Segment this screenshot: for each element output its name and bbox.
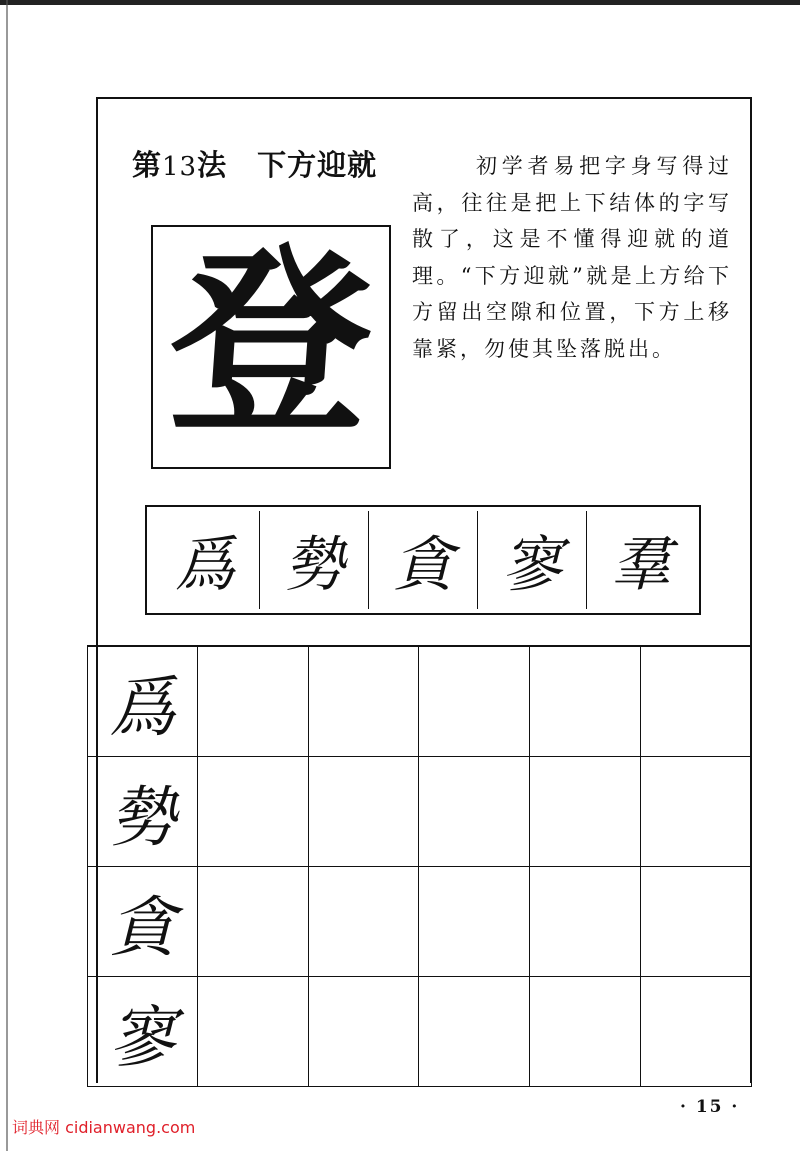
practice-blank-cell[interactable]: [198, 647, 309, 756]
practice-blank-cell[interactable]: [198, 757, 309, 866]
main-character-box: [151, 225, 391, 469]
practice-model-cell: [87, 977, 198, 1086]
practice-blank-cell[interactable]: [419, 867, 530, 976]
example-character: 寥: [478, 511, 587, 609]
practice-model-character: 貪: [109, 889, 176, 966]
practice-blank-cell[interactable]: [641, 757, 752, 866]
lesson-heading: [132, 143, 377, 184]
practice-model-character: 勢: [109, 779, 176, 856]
practice-blank-cell[interactable]: [530, 647, 641, 756]
practice-model-cell: [87, 757, 198, 866]
practice-blank-cell[interactable]: [419, 757, 530, 866]
practice-blank-cell[interactable]: [309, 977, 420, 1086]
practice-blank-cell[interactable]: [641, 647, 752, 756]
practice-blank-cell[interactable]: [309, 757, 420, 866]
practice-row: [87, 867, 752, 977]
practice-model-character: 寥: [109, 999, 176, 1076]
lesson-prefix: 第: [132, 148, 163, 182]
practice-blank-cell[interactable]: [641, 867, 752, 976]
example-characters: [145, 505, 701, 615]
lesson-title: 下方迎就: [257, 148, 378, 182]
practice-blank-cell[interactable]: [309, 867, 420, 976]
practice-row: [87, 977, 752, 1087]
practice-blank-cell[interactable]: [198, 977, 309, 1086]
main-character: 登: [162, 226, 380, 461]
practice-blank-cell[interactable]: [530, 867, 641, 976]
lesson-number: 13: [162, 152, 198, 182]
practice-blank-cell[interactable]: [419, 977, 530, 1086]
practice-model-cell: [87, 867, 198, 976]
practice-blank-cell[interactable]: [641, 977, 752, 1086]
lesson-description: 初学者易把字身写得过高，往往是把上下结体的字写散了，这是不懂得迎就的道理。“下方迎就”就是上方给下方留出空隙和位置，下方上移靠紧，勿使其坠落脱出。: [412, 154, 732, 361]
practice-grid: [87, 645, 752, 1085]
example-character: 勢: [260, 511, 369, 609]
example-character: 貪: [369, 511, 478, 609]
practice-blank-cell[interactable]: [530, 757, 641, 866]
practice-model-cell: [87, 647, 198, 756]
practice-blank-cell[interactable]: [198, 867, 309, 976]
practice-model-character: 爲: [109, 669, 176, 746]
page-top-edge: [0, 0, 800, 5]
site-watermark[interactable]: 词典网 cidianwang.com: [12, 1118, 196, 1137]
example-character: 羣: [611, 530, 671, 600]
practice-row: [87, 647, 752, 757]
lesson-suffix: 法: [197, 148, 228, 182]
practice-blank-cell[interactable]: [419, 647, 530, 756]
page-number: · 15 ·: [680, 1097, 740, 1117]
practice-blank-cell[interactable]: [309, 647, 420, 756]
practice-row: [87, 757, 752, 867]
practice-blank-cell[interactable]: [530, 977, 641, 1086]
page-left-edge: [6, 0, 8, 1151]
example-character: 爲: [151, 511, 260, 609]
